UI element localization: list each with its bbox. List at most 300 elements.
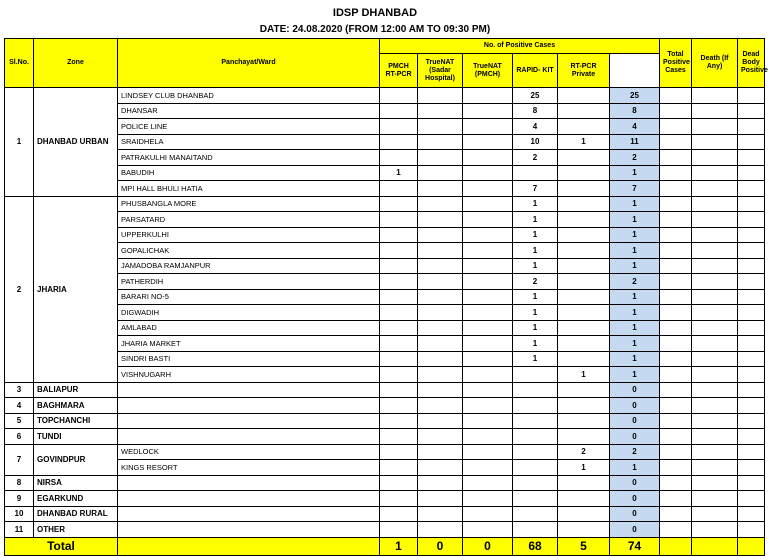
pmch-rtpcr-value <box>380 460 418 476</box>
rapid-kit-value <box>513 491 558 507</box>
extra-value <box>738 367 765 383</box>
rtpcr-private-value <box>558 274 610 290</box>
panchayat-name: PATRAKULHI MANAITAND <box>118 150 380 166</box>
death-value <box>660 212 692 228</box>
rapid-kit-value: 1 <box>513 227 558 243</box>
panchayat-name: VISHNUGARH <box>118 367 380 383</box>
table-row <box>5 475 765 491</box>
table-row <box>5 134 765 150</box>
pmch-rtpcr-value <box>380 444 418 460</box>
extra-value <box>738 212 765 228</box>
zone-name: OTHER <box>34 522 118 538</box>
truenat-sadar-value <box>418 212 463 228</box>
panchayat-name: DIGWADIH <box>118 305 380 321</box>
zone-name: JHARIA <box>34 196 118 382</box>
dead-body-value <box>692 475 738 491</box>
panchayat-name: SRAIDHELA <box>118 134 380 150</box>
table-row <box>5 243 765 259</box>
rtpcr-private-value <box>558 398 610 414</box>
truenat-sadar-value <box>418 181 463 197</box>
rapid-kit-value: 1 <box>513 320 558 336</box>
rtpcr-private-value: 1 <box>558 367 610 383</box>
rtpcr-private-value <box>558 119 610 135</box>
extra-value <box>738 475 765 491</box>
panchayat-name: LINDSEY CLUB DHANBAD <box>118 88 380 104</box>
report-title: IDSP DHANBAD <box>332 7 418 19</box>
rtpcr-private-value <box>558 320 610 336</box>
dead-body-value <box>692 444 738 460</box>
rtpcr-private-value <box>558 336 610 352</box>
pmch-rtpcr-value <box>380 227 418 243</box>
panchayat-name: MPI HALL BHULI HATIA <box>118 181 380 197</box>
pmch-rtpcr-value <box>380 367 418 383</box>
zone-slno: 4 <box>5 398 34 414</box>
table-row <box>5 165 765 181</box>
truenat-pmch-value <box>463 320 513 336</box>
truenat-pmch-value <box>463 382 513 398</box>
pmch-rtpcr-value <box>380 134 418 150</box>
zone-name: NIRSA <box>34 475 118 491</box>
dead-body-value <box>692 351 738 367</box>
table-row <box>5 212 765 228</box>
table-row <box>5 413 765 429</box>
death-value <box>660 429 692 445</box>
rapid-kit-value: 25 <box>513 88 558 104</box>
extra-value <box>738 506 765 522</box>
extra-value <box>738 336 765 352</box>
death-value <box>660 475 692 491</box>
truenat-sadar-value <box>418 320 463 336</box>
truenat-pmch-value <box>463 289 513 305</box>
zone-name: BAGHMARA <box>34 398 118 414</box>
death-value <box>660 274 692 290</box>
truenat-sadar-value <box>418 258 463 274</box>
truenat-pmch-value <box>463 88 513 104</box>
dead-body-value <box>692 119 738 135</box>
death-value <box>660 491 692 507</box>
panchayat-name: KINGS RESORT <box>118 460 380 476</box>
header-zone: Zone <box>34 39 118 88</box>
zone-name: EGARKUND <box>34 491 118 507</box>
rapid-kit-value <box>513 398 558 414</box>
total-positive-value: 4 <box>610 119 660 135</box>
truenat-pmch-value <box>463 196 513 212</box>
truenat-sadar-value <box>418 134 463 150</box>
rtpcr-private-value <box>558 351 610 367</box>
truenat-sadar-value <box>418 413 463 429</box>
total-positive: 74 <box>610 537 660 555</box>
truenat-sadar-value <box>418 491 463 507</box>
total-positive-value: 0 <box>610 413 660 429</box>
death-value <box>660 243 692 259</box>
total-extra <box>738 537 765 555</box>
total-positive-value: 1 <box>610 165 660 181</box>
table-body <box>5 88 765 538</box>
rtpcr-private-value <box>558 150 610 166</box>
panchayat-name: BABUDIH <box>118 165 380 181</box>
death-value <box>660 258 692 274</box>
dead-body-value <box>692 227 738 243</box>
extra-value <box>738 150 765 166</box>
truenat-pmch-value <box>463 305 513 321</box>
extra-value <box>738 460 765 476</box>
total-positive-value: 1 <box>610 367 660 383</box>
total-positive-value: 0 <box>610 475 660 491</box>
total-positive-value: 1 <box>610 289 660 305</box>
death-value <box>660 289 692 305</box>
total-rapid: 68 <box>513 537 558 555</box>
pmch-rtpcr-value <box>380 103 418 119</box>
truenat-sadar-value <box>418 382 463 398</box>
panchayat-name: GOPALICHAK <box>118 243 380 259</box>
panchayat-name <box>118 382 380 398</box>
truenat-sadar-value <box>418 522 463 538</box>
total-truenat-pmch: 0 <box>463 537 513 555</box>
total-positive-value: 0 <box>610 398 660 414</box>
rapid-kit-value: 1 <box>513 305 558 321</box>
truenat-pmch-value <box>463 336 513 352</box>
death-value <box>660 320 692 336</box>
rapid-kit-value <box>513 506 558 522</box>
rtpcr-private-value <box>558 181 610 197</box>
extra-value <box>738 289 765 305</box>
rapid-kit-value <box>513 522 558 538</box>
extra-value <box>738 181 765 197</box>
total-dead-body <box>692 537 738 555</box>
rtpcr-private-value: 2 <box>558 444 610 460</box>
dead-body-value <box>692 367 738 383</box>
rapid-kit-value: 10 <box>513 134 558 150</box>
truenat-sadar-value <box>418 460 463 476</box>
extra-value <box>738 227 765 243</box>
extra-value <box>738 119 765 135</box>
truenat-sadar-value <box>418 150 463 166</box>
total-rtpcr-private: 5 <box>558 537 610 555</box>
dead-body-value <box>692 336 738 352</box>
table-row <box>5 444 765 460</box>
truenat-sadar-value <box>418 506 463 522</box>
pmch-rtpcr-value <box>380 429 418 445</box>
pmch-rtpcr-value <box>380 351 418 367</box>
table-row <box>5 289 765 305</box>
rtpcr-private-value <box>558 305 610 321</box>
header-panchayat: Panchayat/Ward <box>118 39 380 88</box>
death-value <box>660 444 692 460</box>
rapid-kit-value <box>513 367 558 383</box>
total-positive-value: 0 <box>610 506 660 522</box>
total-positive-value: 1 <box>610 196 660 212</box>
truenat-pmch-value <box>463 444 513 460</box>
rapid-kit-value: 1 <box>513 258 558 274</box>
death-value <box>660 413 692 429</box>
truenat-pmch-value <box>463 258 513 274</box>
panchayat-name: AMLABAD <box>118 320 380 336</box>
extra-value <box>738 165 765 181</box>
panchayat-name <box>118 506 380 522</box>
rapid-kit-value <box>513 165 558 181</box>
truenat-sadar-value <box>418 429 463 445</box>
rapid-kit-value: 2 <box>513 150 558 166</box>
extra-value <box>738 382 765 398</box>
total-truenat-sadar: 0 <box>418 537 463 555</box>
death-value <box>660 165 692 181</box>
total-positive-value: 1 <box>610 351 660 367</box>
pmch-rtpcr-value <box>380 305 418 321</box>
dead-body-value <box>692 305 738 321</box>
total-positive-value: 1 <box>610 258 660 274</box>
panchayat-name: BARARI NO-5 <box>118 289 380 305</box>
total-positive-value: 2 <box>610 444 660 460</box>
total-positive-value: 1 <box>610 243 660 259</box>
truenat-pmch-value <box>463 429 513 445</box>
total-positive-value: 0 <box>610 382 660 398</box>
truenat-pmch-value <box>463 522 513 538</box>
zone-slno: 10 <box>5 506 34 522</box>
zone-name: TUNDI <box>34 429 118 445</box>
report-date: DATE: 24.08.2020 (FROM 12:00 AM TO 09:30 PM) <box>259 24 491 35</box>
truenat-sadar-value <box>418 274 463 290</box>
table-row <box>5 460 765 476</box>
extra-value <box>738 522 765 538</box>
death-value <box>660 382 692 398</box>
rapid-kit-value: 1 <box>513 336 558 352</box>
truenat-sadar-value <box>418 444 463 460</box>
total-positive-value: 2 <box>610 150 660 166</box>
rtpcr-private-value <box>558 196 610 212</box>
death-value <box>660 119 692 135</box>
zone-name: TOPCHANCHI <box>34 413 118 429</box>
extra-value <box>738 88 765 104</box>
table-row <box>5 119 765 135</box>
rtpcr-private-value <box>558 491 610 507</box>
pmch-rtpcr-value <box>380 258 418 274</box>
pmch-rtpcr-value <box>380 336 418 352</box>
truenat-pmch-value <box>463 491 513 507</box>
pmch-rtpcr-value <box>380 320 418 336</box>
rtpcr-private-value: 1 <box>558 460 610 476</box>
table-row <box>5 150 765 166</box>
rtpcr-private-value <box>558 413 610 429</box>
rapid-kit-value: 1 <box>513 289 558 305</box>
total-label: Total <box>5 537 118 555</box>
rtpcr-private-value <box>558 165 610 181</box>
dead-body-value <box>692 181 738 197</box>
truenat-pmch-value <box>463 460 513 476</box>
table-row <box>5 382 765 398</box>
pmch-rtpcr-value <box>380 506 418 522</box>
total-positive-value: 1 <box>610 305 660 321</box>
table-row <box>5 398 765 414</box>
rtpcr-private-value <box>558 258 610 274</box>
total-positive-value: 1 <box>610 336 660 352</box>
extra-value <box>738 320 765 336</box>
table-row <box>5 367 765 383</box>
header-dead-body: Dead Body Positive <box>738 39 765 88</box>
truenat-sadar-value <box>418 351 463 367</box>
truenat-sadar-value <box>418 289 463 305</box>
truenat-sadar-value <box>418 305 463 321</box>
header-slno: Sl.No. <box>5 39 34 88</box>
panchayat-name: UPPERKULHI <box>118 227 380 243</box>
dead-body-value <box>692 212 738 228</box>
zone-name: DHANBAD RURAL <box>34 506 118 522</box>
rapid-kit-value: 8 <box>513 103 558 119</box>
pmch-rtpcr-value <box>380 150 418 166</box>
pmch-rtpcr-value <box>380 382 418 398</box>
panchayat-name: JHARIA MARKET <box>118 336 380 352</box>
panchayat-name: POLICE LINE <box>118 119 380 135</box>
zone-name: GOVINDPUR <box>34 444 118 475</box>
pmch-rtpcr-value <box>380 181 418 197</box>
dead-body-value <box>692 320 738 336</box>
dead-body-value <box>692 258 738 274</box>
rapid-kit-value <box>513 475 558 491</box>
total-row <box>5 537 765 555</box>
total-positive-value: 0 <box>610 522 660 538</box>
extra-value <box>738 351 765 367</box>
panchayat-name: WEDLOCK <box>118 444 380 460</box>
rapid-kit-value: 1 <box>513 212 558 228</box>
extra-value <box>738 243 765 259</box>
dead-body-value <box>692 429 738 445</box>
header-rapid: RAPID- KIT <box>513 54 558 88</box>
zone-slno: 7 <box>5 444 34 475</box>
truenat-sadar-value <box>418 398 463 414</box>
truenat-pmch-value <box>463 243 513 259</box>
death-value <box>660 351 692 367</box>
dead-body-value <box>692 88 738 104</box>
rtpcr-private-value <box>558 212 610 228</box>
total-death <box>660 537 692 555</box>
death-value <box>660 150 692 166</box>
death-value <box>660 227 692 243</box>
truenat-pmch-value <box>463 274 513 290</box>
dead-body-value <box>692 506 738 522</box>
rapid-kit-value <box>513 444 558 460</box>
rtpcr-private-value: 1 <box>558 134 610 150</box>
panchayat-name: PHUSBANGLA MORE <box>118 196 380 212</box>
header-total-positive: Total Positive Cases <box>660 39 692 88</box>
pmch-rtpcr-value <box>380 212 418 228</box>
truenat-pmch-value <box>463 150 513 166</box>
dead-body-value <box>692 150 738 166</box>
panchayat-name <box>118 522 380 538</box>
truenat-pmch-value <box>463 165 513 181</box>
extra-value <box>738 429 765 445</box>
pmch-rtpcr-value <box>380 119 418 135</box>
table-row <box>5 429 765 445</box>
truenat-sadar-value <box>418 103 463 119</box>
truenat-sadar-value <box>418 243 463 259</box>
truenat-sadar-value <box>418 88 463 104</box>
dead-body-value <box>692 460 738 476</box>
table-row <box>5 506 765 522</box>
table-row <box>5 305 765 321</box>
dead-body-value <box>692 103 738 119</box>
total-positive-value: 11 <box>610 134 660 150</box>
rtpcr-private-value <box>558 506 610 522</box>
panchayat-name <box>118 413 380 429</box>
pmch-rtpcr-value <box>380 413 418 429</box>
header-positive-group: No. of Positive Cases <box>380 39 660 54</box>
truenat-sadar-value <box>418 227 463 243</box>
panchayat-name: SINDRI BASTI <box>118 351 380 367</box>
rtpcr-private-value <box>558 522 610 538</box>
zone-slno: 9 <box>5 491 34 507</box>
total-pmch: 1 <box>380 537 418 555</box>
table-row <box>5 88 765 104</box>
zone-slno: 5 <box>5 413 34 429</box>
death-value <box>660 134 692 150</box>
zone-slno: 3 <box>5 382 34 398</box>
truenat-sadar-value <box>418 475 463 491</box>
rtpcr-private-value <box>558 243 610 259</box>
truenat-pmch-value <box>463 351 513 367</box>
header-pmch: PMCH RT-PCR <box>380 54 418 88</box>
death-value <box>660 398 692 414</box>
header-rtpcr-private: RT-PCR Private <box>558 54 610 88</box>
pmch-rtpcr-value <box>380 88 418 104</box>
rapid-kit-value: 4 <box>513 119 558 135</box>
truenat-sadar-value <box>418 119 463 135</box>
rtpcr-private-value <box>558 88 610 104</box>
truenat-sadar-value <box>418 196 463 212</box>
pmch-rtpcr-value <box>380 491 418 507</box>
dead-body-value <box>692 413 738 429</box>
truenat-sadar-value <box>418 336 463 352</box>
extra-value <box>738 413 765 429</box>
zone-slno: 6 <box>5 429 34 445</box>
pmch-rtpcr-value <box>380 398 418 414</box>
total-positive-value: 0 <box>610 491 660 507</box>
total-positive-value: 1 <box>610 320 660 336</box>
rapid-kit-value: 1 <box>513 243 558 259</box>
extra-value <box>738 444 765 460</box>
death-value <box>660 88 692 104</box>
dead-body-value <box>692 491 738 507</box>
dead-body-value <box>692 289 738 305</box>
positive-cases-table <box>4 38 768 556</box>
panchayat-name: DHANSAR <box>118 103 380 119</box>
extra-value <box>738 305 765 321</box>
panchayat-name <box>118 429 380 445</box>
total-place <box>118 537 380 555</box>
rtpcr-private-value <box>558 289 610 305</box>
rtpcr-private-value <box>558 227 610 243</box>
truenat-pmch-value <box>463 506 513 522</box>
pmch-rtpcr-value <box>380 196 418 212</box>
death-value <box>660 181 692 197</box>
total-positive-value: 1 <box>610 227 660 243</box>
truenat-pmch-value <box>463 398 513 414</box>
rapid-kit-value <box>513 460 558 476</box>
table-row <box>5 491 765 507</box>
header-truenat-sadar: TrueNAT (Sadar Hospital) <box>418 54 463 88</box>
truenat-pmch-value <box>463 475 513 491</box>
dead-body-value <box>692 522 738 538</box>
dead-body-value <box>692 134 738 150</box>
rapid-kit-value <box>513 382 558 398</box>
header-death: Death (If Any) <box>692 39 738 88</box>
truenat-pmch-value <box>463 181 513 197</box>
table-row <box>5 258 765 274</box>
dead-body-value <box>692 398 738 414</box>
total-positive-value: 25 <box>610 88 660 104</box>
table-row <box>5 274 765 290</box>
truenat-sadar-value <box>418 367 463 383</box>
zone-slno: 1 <box>5 88 34 197</box>
dead-body-value <box>692 243 738 259</box>
